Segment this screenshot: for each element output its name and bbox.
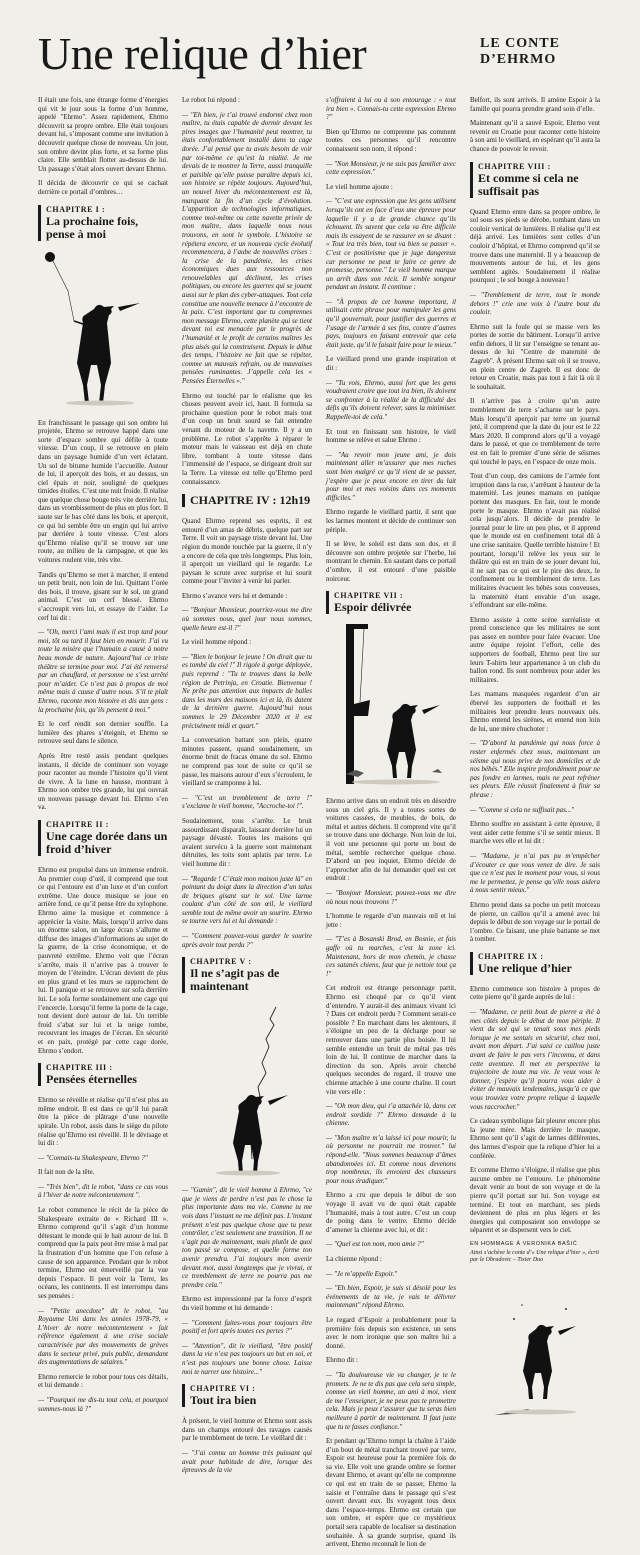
- dedication: EN HOMMAGE À VERONIKA BAŠIĆ: [470, 1240, 578, 1247]
- paragraph: Soudainement, tous s’arrête. Le bruit assourdissant disparaît, laissant derrière lui un paysage dévasté. Toutes les maisons qui avaient survécu à la guerre sont maintenant détruites, les toits sont aplatis par terre. Le vieil homme dit :: [182, 816, 312, 868]
- paragraph: La conversation battant son plein, quatre minutes passent, quand soudainement, un énorme bruit de fracas émane du sol. Ehrmo ne comprend pas tout de suite ce qu’il se passe, les maisons autour d’eux s’écroulent, le vieillard se cramponne à lui.: [182, 736, 312, 788]
- chapter-title: Il ne s’agit pas de maintenant: [190, 966, 280, 994]
- chapter-number: CHAPITRE VII :: [334, 591, 404, 601]
- paragraph: Ehrmo se réveille et réalise qu’il n’est plus au même endroit. Il est dans ce qu’il lui paraît être la pièce de plâtrage d’une nouvelle spirale. Un robot, assis dans le siège du pilote réalise qu’Ehrmo est réveillé. Il le dévisage et lui dit :: [38, 1096, 168, 1148]
- column-4: [470, 96, 600, 1427]
- paragraph: Et pendant qu’Ehrmo tompt la chaîne à l’aide d’un bout de métal tranchant trouvé par terre, Espoir est heureuse pour la première fois de sa vie. Elle voit une grande ombre se former devant Ehrmo, et avant qu’elle ne comprenne ce qui est en train de se passer, Ehrmo la saisie et l’entraîne dans le passage qui s’est ouvert devant eux. Ils voyagent tous deux dans l’espace-temps. Ehrmo est certain que son ombre, et espère que ce mystérieux portail sera capable de localiser sa destination souhaitée. À sa grande surprise, quand ils arrivent, Ehrmo reconnaît le lion de: [326, 1437, 456, 1549]
- paragraph: Tandis qu’Ehrmo se met à marcher, il entend un petit bruit, non loin de lui. Quittant l’orée des bois, il trouve, gisant sur le sol, un grand animal. C’est un cerf blessé. Ehrmo s’accroupit vers lui, et essaye de l’aider. Le cerf lui dit :: [38, 570, 168, 622]
- paragraph: Les mamans masquées regardent d’un air ébervé les supporters de football et les militaires leur prendre leurs nouveaux nés. Ehrmo entend les sirènes, et entend non loin de lui, une mère chuchoter :: [470, 690, 600, 733]
- illustration-man-with-post: [326, 624, 456, 789]
- paragraph: Tout d’un coup, des camions de l’armée font irruption dans la rue, s’arrêtant à hauteur de la maternité. Les jeunes mamans en panique portent des masques. En fait, tout le monde porte le masque. Ehrmo n’avait pas réalisé cela jusqu’alors. Il décide de prendre le journal pour le lire un peu plus, et il apprend que le monde est en confinement total dû à une crise sanitaire. Quelle terrible histoire ! Et pourtant, lorsqu’il relève les yeux sur le théâtre qui est en train de se jouer devant lui, il ne sait pas ce qui est le pire des deux, le confinement ou le tremblement de terre. Les militaires évacuent les bébés sous couveuses, la maternité étant envahie d’un usage, s’effondrant sur elle-même.: [470, 472, 600, 610]
- paragraph: Bien qu’Ehrmo ne comprenne pas comment toutes ces personnes qu’il rencontre connaissent son nom, il répond :: [326, 127, 456, 153]
- chapter-number: CHAPITRE V :: [190, 957, 252, 967]
- hanging-shape: [354, 700, 370, 716]
- paragraph: Cet endroit est étrange personnage partit, Ehrmo est choqué par ce qu’il vient d’entendre. Y aurait-il des animaux vivant ici ? Dans cet endroit perdu ? Comment serait-ce possible ? En marchant dans les alentours, il s’éloigne un peu de la décharge pour se retrouver dans une partie plus boisée. Il lui semble entendre un bruit de métal pas très loin de lui. Il continue de marcher dans la direction du son. Après avoir cherché quelques secondes de regard, il trouve une chienne attachée à une courte chaîne. Il court vite vers elle :: [326, 984, 456, 1096]
- quote: — "C’est une expression que les gens utilisent lorsqu’ils ont en face d’eux une épreuve pour laquelle il y a de grande chance qu’ils échouent. Ils savent que cela va être difficile mais ils essayent de se rassurer en se disant : « Tout ira très bien, tout va bien se passer ». C’est ce positivisme que je juge dangereux car personne ne peut te faire ce genre de promesse, personne." Le vieil homme marque un arrêt dans son récit. Il semble songeur pendant un instant. Il continue :: [326, 197, 456, 292]
- paragraph: Il n’arrive pas à croire qu’un autre tremblement de terre s’acharne sur le pays. Mais lorsqu’il aperçoit par terre un journal jeté, il comprend que la date du jour est le 22 Mars 2020. Il comprend alors qu’il a voyagé dans le passé, et que ce tremblement de terre est en fait le premier d’une série de séismes qui touché le pays, en l’espace de onze mois.: [470, 397, 600, 466]
- quote: — "Attention", dit le vieillard, "être positif dans la vie n’est pas toujours un but en soi, et n’est pas toujours une bonne chose. Laisse moi te narrer une histoire...": [182, 1341, 312, 1376]
- quote: — "Quel est ton nom, mon amie ?": [326, 1240, 424, 1249]
- paragraph: Quand Ehrmo reprend ses esprits, il est entouré d’un amas de débris, quelque part sur Terre. Il voit un paysage triste devant lui. Une région du monde touchée par la guerre, il n’y a encore de cela que très longtemps. Plus loin, il aperçoit un vieillard qui le regarde. Le paysan le scrute avec surprise et lui sourit comme pour l’inviter à venir lui parler.: [182, 517, 312, 586]
- paragraph: Ehrmo prend dans sa poche un petit morceau de pierre, un caillou qu’il a amené avec lui depuis le début de son voyage sur le portail de l’ombre. Ce faisant, une pluie battante se met à tomber.: [470, 900, 600, 944]
- paragraph: Ehrmo remercie le robot pour tous ces détails, et lui demande :: [38, 1372, 168, 1390]
- paragraph: La chienne répond :: [326, 1255, 382, 1263]
- quote: — "Très bien", dit le robot, "dans ce cas vous à l’hiver de notre mécontentement ".: [38, 1182, 168, 1200]
- paragraph: Et tout en finissant son histoire, le vieil homme se relève et salue Ehrmo :: [326, 427, 456, 445]
- quote: — "Au revoir mon jeune ami, je dois maintenant aller m’assurer que mes ruches sont bien malgré ce qu’il vient de se passer, j’espère que je peux encore en tirer du lait pour moi et mes voisins dans ces moments difficiles.": [326, 450, 456, 502]
- column-3: [326, 96, 456, 1555]
- paragraph: Ehrmo arrive dans un endroit très en désordre sous un ciel gris. Il y a toutes sortes de voitures cassées, de meubles, de bois, de métal et autres déchets. Il comprend vite qu’il se trouve dans une décharge. Non loin de lui, il voit une personne qui porte un bout de métal, semble rechercher quelque chose. D’abord un peu inquiet, Ehrmo décide de l’approcher afin de lui demander quel est cet endroit :: [326, 797, 456, 883]
- paragraph: Et comme Ehrmo s’éloigne, il réalise que plus aucune ombre ne l’entoure. Le phénomène devait venir au bout de son voyage et de la pierre qu’il portait sur lui. Son voyage est terminé. Et tout en marchant, ses pieds deviennent de plus en plus légers et les énergies qui composaient son enveloppe se séparent et se dispersent vers le ciel.: [470, 1166, 600, 1235]
- quote: — "Ta douloureuse vie va changer, je te le promets. Je ne te dis pas que cela sera simple, comme un vieil homme, un ami à moi, vient de me l’enseigner, je ne peux pas te promettre cela. Mais je peux t’assurer que tu seras bien meilleure à partir de maintenant. Il faut juste que tu te fasses confiance.": [326, 1370, 456, 1431]
- paragraph: Le vieil homme répond :: [182, 638, 252, 647]
- paragraph: Et le cerf rendit son dernier souffle. La lumière des phares s’éteignit, et Ehrmo se retrouve seul dans le silence.: [38, 720, 168, 746]
- paragraph: Ehrmo a cru que depuis le début de son voyage il avait vu de quoi était capable l’humanité, mais à tout autre. C’est un coup de poing dans le ventre. Ehrmo décide d’amener la chienne avec lui, et dit :: [326, 1191, 456, 1234]
- series-title-line-1: LE CONTE: [480, 36, 560, 51]
- paragraph: Ce cadeau symbolique fait pleurer encore plus la jeune mère. Mais derrière le masque, Ehrmo sent qu’il s’agit de larmes différentes, des larmes d’espoir que la relique d’hier lui a conférée.: [470, 1117, 600, 1160]
- paragraph: Le robot lui répond :: [182, 96, 240, 104]
- figure-silhouette: [77, 304, 114, 402]
- quote: — "Tremblement de terre, tout le monde dehors !" crie une voix à l’autre bout du couloir.: [470, 290, 600, 317]
- chapter-number: CHAPITRE VIII :: [478, 161, 551, 171]
- chapter-number: CHAPITRE II :: [46, 820, 109, 830]
- chapter-heading-6: [182, 1384, 312, 1407]
- chapter-heading-1: [38, 205, 168, 241]
- balloon-icon: [45, 252, 55, 262]
- chapter-number: CHAPITRE III :: [46, 1063, 113, 1073]
- paragraph: L’homme le regarde d’un mauvais œil et lui jette :: [326, 912, 456, 929]
- illustration-man-with-crack: [182, 1003, 312, 1178]
- masthead: [38, 28, 602, 80]
- paragraph: Il était une fois, une étrange forme d’énergies qui vit le jour sous la forme d’un homme, appelé "Ehrmo". Assez rapidement, Ehrmo découvrit sa propre ombre. Elle était toujours devant lui, s’imposant comme une invitation à découvrir quelque chose de nouveau. Un jour, son ombre devint plus forte, et sa forme plus claire. Elle semblait flotter au-dessus de lui. Un passage s’était alors ouvert devant Ehrmo.: [38, 96, 168, 173]
- quote: — "T’es à Bosanski Brod, en Bosnie, et fais gaffe où tu marches, c’est la zone ici. Maintenant, hors de mon chemin, je chasse ces satanés chiens, faut que je nettoie tout ça !": [326, 935, 456, 978]
- chapter-title: Espoir délivrée: [334, 600, 412, 615]
- page-title: Une relique d’hier: [38, 28, 367, 79]
- paragraph: Ehrmo souffre en assistant à cette épreuve, il veut aider cette femme s’il se sentir mieux. Il marche vers elle et lui dit :: [470, 820, 600, 846]
- quote: — "Madame, je n’ai pas pu m’empêcher d’écouter ce que vous venez de dire. Je sais que ce n’est pas le moment pour vous, si vous me le permettez, je pense qu’elle nous aidera à nous sentir mieux.": [470, 851, 600, 895]
- chapter-title: Tout ira bien: [190, 1393, 257, 1408]
- chapter-heading-8: [470, 162, 600, 198]
- series-title: [480, 36, 602, 68]
- quote: — "Bonjour Monsieur, pouvez-vous me dire où nous nous trouvons ?": [326, 889, 456, 906]
- chapter-heading-9: [470, 952, 600, 975]
- chapter-title: Pensées éternelles: [46, 1072, 137, 1087]
- paragraph: À présent, le vieil homme et Ehrmo sont assis dans un champs entouré des ravages causés par le tremblement de terre. Le vieillard dit :: [182, 1417, 312, 1443]
- chapter-heading-3: [38, 1063, 168, 1086]
- paragraph: Quand Ehrmo entre dans sa propre ombre, le sol sous ses pieds se dérobe, tombant dans un couloir vertical de lumières. Il réalise qu’il est déjà arrivé. Les lumières sont celles d’un couloir d’hôpital, et Ehrmo comprend qu’il se trouve dans une maternité. Il y a beaucoup de mouvements autour de lui, et les gens semblent agités. Soudainement il réalise pourquoi ; le sol bouge à nouveau !: [470, 207, 600, 285]
- quote: — "Pourquoi me dis-tu tout cela, et pourquoi sommes-nous là ?": [38, 1395, 168, 1413]
- chapter-heading-4: [182, 494, 312, 507]
- figure-silhouette: [233, 1095, 264, 1173]
- chapter-heading-5: [182, 957, 312, 993]
- quote: — "Regarde ! C’était mon maison juste là" en pointant du doigt dans la direction d’un talus de briques gisant sur le sol. Une larme coulant d’un côté de son œil, le vieillard semble tout de même avoir un sourire. Ehrmo se tourne vers lui et lui demande :: [182, 874, 312, 926]
- quote: — "Non Monsieur, je ne suis pas familier avec cette expression.": [326, 159, 456, 177]
- paragraph: Il se lève, le soleil est dans son dos, et il découvre son ombre projetée sur l’herbe, lui montrant le chemin. En sautant dans ce portail d’ombre, il est entouré d’une paisible noirceur.: [326, 540, 456, 583]
- quote: — "Petite anecdote" dit le robot, "au Royaume Uni dans les années 1978-79, « L’hiver de notre mécontentement » fait référence également à une crise sociale caractérisée par des mouvements de grèves dans le secteur privé, puis public, demandant des augmentations de salaires.": [38, 1306, 168, 1367]
- quote: — "Bien le bonjour le jeune ! On dirait que tu es tombé du ciel !" Il rigole à gorge déployée, puis reprend : "Tu te trouves dans la belle région de Petrinja, en Croatie. Bienvenue ! Ne prête pas attention aux impacts de balles dans les murs des maisons ici et là, ils datent de la dernière guerre. Aujourd’hui nous sommes le 29 Décembre 2020 et il est précisément midi et quart.": [182, 652, 312, 730]
- chapter-heading-7: [326, 591, 456, 614]
- quote: — "Madame, ce petit bout de pierre a été à mes côtés depuis le début de mon périple. Il vient du sol qui se tenait sous mes pieds lorsque je me sentais en sécurité, chez moi, avant mon départ. J’ai saisi ce caillou juste avant de faire le pas vers l’inconnu, et dans cette aventure. Il met en perspective la trajectoire de toute ma vie. Je veux vous le donner, j’espère qu’il pourra vous aider à éviter de mauvais lendemains, jusqu’à ce que vous trouviez votre propre relique à laquelle vous raccrocher.": [470, 1008, 600, 1111]
- paragraph: Le robot commence le récit de la pièce de Shakespeare extraite de « Richard III ». Ehrmo comprend qu’il s’agit d’un homme détestant le monde qui le hait autour de lui. Il comprend que la paix peut être mise à mal par la frustration d’un homme que l’on refuse à cause de son apparence. Pendant que le robot termine, Ehrmo est émerveillé par la vue depuis l’espace. Il peut voir la Terre, les océans, les continents. Il est interrompu dans ses pensées :: [38, 1206, 168, 1300]
- closing-credit: Ainsi s’achève le conte d’« Une relique d’hier », écrit par le Obradovic – Tixier Duo: [470, 1249, 600, 1264]
- illustration-man-with-balloon: [38, 251, 168, 411]
- paragraph: Il décida de découvrir ce qui se cachait derrière ce portail d’ombres…: [38, 179, 168, 196]
- quote: — "Bonjour Monsieur, pourriez-vous me dire où sommes nous, quel jour nous sommes, quelle heure est-il ?": [182, 606, 312, 632]
- paragraph: Le regard d’Espoir a probablement pour la première fois depuis son existence, un sens avec le nom ironique que son maître lui a donné.: [326, 1315, 456, 1350]
- quote: — "Eh bien, je t’ai trouvé endormi chez mon maître, tu étais capable de dormir devant les pires images que l’humanité peut montrer, tu étais confortablement installé dans ta cage dorée. J’ai pensé que tu avais besoin de voir par toi-même ce qu’est la réalité. Je me devais de te montrer la Terre, aussi tranquille et paisible qu’elle puisse paraître depuis ici, son histoire se répète toujours. Aujourd’hui, un nouvel hiver du mécontentement est là, marquant la fin d’un cycle d’évolution. L’apparition de technologies informatiques, comme moi-même ou cette navette privée de mon maître, dans laquelle nous nous trouvons, en sont le symbole. L’histoire se répétera encore, et un nouveau cycle évolutif recommencera, à l’aube de nouvelles crises : la crise de la pandémie, les crises économiques dues aux ressources non renouvelables qui déclinent, les crises politiques, ou encore les guerres qui se jouent aussi sur le plan des cyber-attaques. Tout cela constitue une nouvelle menace à l’encontre de la paix. C’est important que tu comprennes mon message Ehrmo, cette planète qui se tient devant toi est menacée par le progrès de l’humanité et le profit de certains maîtres les plus aisés qui la construisent. Depuis le début des temps, l’histoire ne fait que se répéter, comme un mauvais refrain, ou de mauvaises pensées ruminantes. J’appelle cela les « Pensées Éternelles ».": [182, 110, 312, 385]
- quote: s’offraient à lui ou à son entourage : « tout ira bien ». Connais-tu cette expression Ehrmo ?": [326, 96, 456, 122]
- paragraph: Le vieil homme ajoute :: [326, 182, 393, 191]
- paragraph: Ehrmo dit :: [326, 1356, 358, 1365]
- chapter-number: CHAPITRE I :: [46, 204, 106, 214]
- column-1: [38, 96, 168, 1419]
- quote: — "Mon maître m’a laissé ici pour mourir, lu où personne ne pourrait me trouver." lui répond-elle. "Nous sommes beaucoup d’âmes abandonnées ici. Et comme nous devenons trop nombreux, ils envoient des chasseurs pour nous éradiquer.": [326, 1133, 456, 1185]
- figure-silhouette: [523, 1325, 554, 1399]
- quote: — "Eh bien, Espoir, je suis si désolé pour les événements de ta vie, je vais te délivrer maintenant" répond Ehrmo.: [326, 1284, 456, 1310]
- paragraph: Ehrmo assiste à cette scène surréaliste et prend conscience que les militaires ne sont pas assez en nombre pour faire évacuer. Une autre équipe rejoint l’effort, celle des supporters de football, Ehrmo peut lire sur leurs T-shirts leur appartenance à un club du ballon rond. Ils sont nombreux pour aider les militaires.: [470, 615, 600, 684]
- chapter-title: CHAPITRE IV : 12h19: [190, 493, 311, 508]
- chapter-title: La prochaine fois, pense à moi: [46, 213, 139, 241]
- chapter-title: Une cage dorée dans un froid d’hiver: [46, 829, 168, 857]
- quote: — "Connais-tu Shakespeare, Ehrmo ?": [38, 1153, 148, 1162]
- paragraph: Ehrmo est touché par le réalisme que les choses peuvent avoir ici, haut. Il formula sa prochaine question pour le robot mais tout d’un coup un bruit sourd se fait entendre venant du moteur de la navette. Il y a un problème. Le robot s’apprête à réparer le moteur mais le vaisseau est déjà en chute libre, tombant à toute vitesse dans l’immensité de l’espace, se dirigeant droit sur la Terre. La vitesse est telle qu’Ehrmo perd connaissance.: [182, 391, 312, 486]
- quote: — "D’abord la pandémie qui nous force à rester enfermés chez nous, maintenant un séisme qui nous prive de nos domiciles et de nos bébés." Elle inspire profondément pour ne pas fondre en larmes, mais ne peut refréner ses pleurs. Elle réussit finalement à finir sa phrase :: [470, 739, 600, 799]
- chapter-number: CHAPITRE IX :: [478, 951, 544, 961]
- quote: — "Oh mon dieu, qui t’a attachée là, dans cet endroit sordide ?" Ehrmo demande à la chienne.: [326, 1102, 456, 1128]
- quote: — "Tu vois, Ehrmo, aussi fort que les gens voudraient croire que tout ira bien, ils doivent se confronter à la réalité de la difficulté des défis qu’ils doivent relever, sans la minimiser. Rappelle-toi de cela.": [326, 378, 456, 421]
- paragraph: Il fait non de la tête.: [38, 1168, 95, 1177]
- chapter-title: Une relique d’hier: [478, 960, 572, 975]
- quote: — "Oh, merci l’ami mais il est trop tard pour moi, tôt ou tard il faut bien en mourir. J’ai vu toute la misère que l’humain a causé à notre beau monde de nature. Aujourd’hui ce triste théâtre se termine pour moi. J’ai été renversé par un chauffard, et personne ne s’est arrêté pour m’aider. Ce n’est pas à propos de moi même mais à cause d’autre nous. S’il te plaît Ehrmo, raconte mon histoire et dis aux gens : la prochaine fois, qu’ils pensent à moi.": [38, 628, 168, 714]
- quote: — "J’ai connu un homme très puissant qui avait pour habitude de dire, lorsque des épreuves de la vie: [182, 1448, 312, 1475]
- series-title-line-2: D’EHRMO: [480, 52, 557, 67]
- chapter-heading-2: [38, 820, 168, 856]
- quote: — "Comment pouvez-vous garder le sourire après avoir tout perdu ?": [182, 932, 312, 949]
- quote: — "C’est un tremblement de terre !" s’exclame le vieil homme, "Accroche-toi !".: [182, 793, 312, 811]
- chapter-number: CHAPITRE VI :: [190, 1384, 256, 1394]
- paragraph: Après être resté assis pendant quelques instants, il décide de continuer son voyage pour raconter au monde l’histoire qu’il vient de vivre. À la lune en hausse, montrant à Ehrmo son ombre très grande, lui qui ouvrait un nouveau passage devant lui. Ehrmo s’en va.: [38, 751, 168, 812]
- quote: — "Gamin", dit le vieil homme à Ehrmo, "ce que je viens de perdre n’est pas le chose la plus importante dans ma vie. Comme tu me vois dans l’instant ne me définit pas. L’instant présent n’est pas quelque chose que tu peux contrôler, c’est seulement une transition. Il ne s’agit pas de maintenant, mais plutôt de quoi ton passé se compose, et quelle forme ton avenir prendra. J’ai toujours mon avenir devant moi, aussi longtemps que je vivrai, et ce tremblement de terre ne pourra pas me prendre cela.": [182, 1186, 312, 1289]
- quote: — "Comment faites-vous pour toujours être positif et fort après toutes ces pertes ?": [182, 1318, 312, 1336]
- illustration-man-dissolving: [470, 1269, 600, 1419]
- paragraph: En franchissant le passage qui son ombre lui projetée, Ehrmo se retrouve happé dans une sorte d’espace sombre qui défile à toute vitesse. D’un coup, il se retrouve en plein dans un paysage humide d’un vert éclatant. Un sol de bitume humide l’accueille. Autour de lui, il aperçoit des bois, et au dessus, un ciel épais et noir, souligné de quelques timides étoiles. C’est une nuit froide. Il réalise que quelque chose bouge très vite derrière lui, dans un vrombissement de plus en plus fort. Il saute sur le bas côté dans les bois, et aperçoit, ce qui lui semble être un engin qui lui arrive par derrière à toute vitesse. C’est alors qu’Ehrmo réalise qu’il se trouve sur une route, au milieu de la campagne, et que les voitures roulent vite, très vite.: [38, 418, 168, 565]
- paragraph: Ehrmo est propulsé dans un immense endroit. Au premier coup d’œil, il comprend que tout ce qui l’entoure est d’un luxe et d’un confort extrême. Une douce musique se joue en arrière fond, ce qu’il pense être du xylophone. Ehrmo aime la musique et commence à apprécier la visite. Mais, lorsqu’il arrive dans un énorme salon, un large écran s’allume et diffuse des images d’informations au sujet de la guerre, de la crise économique, et de pauvreté extrême. Ehrmo voit que l’écran s’arrête, mais il n’arrive pas à trouver le moyen de l’éteindre. L’écran devient de plus en plus grand et les murs se rapprochent de lui. Il panique et se retrouve sur sofa derrière lui. Le sofa forme soudainement une cage qui l’encercle. Lorsqu’il ferme la porte de la cage, tout devient doré autour de lui. Un terrible froid s’abat sur lui et la neige tombe, recouvrant les images de l’écran. En sécurité et en paix, protégé par cette cage dorée, Ehrmo s’endort.: [38, 866, 168, 1055]
- chapter-title: Et comme si cela ne suffisait pas: [478, 170, 579, 198]
- paragraph: Ehrmo suit la foule qui se masse vers les portes de sortie du bâtiment. Lorsqu’il arrive enfin dehors, il lit sur l’enseigne se tenant au-dessus de lui "Centre de maternité de Zagreb". À présent Ehrmo sait où il se trouve, en plein centre de Zagreb. Il est donc de retour en Croatie, mais pas tout à fait là où il le souhaitait.: [470, 322, 600, 391]
- paragraph: Le vieillard prend une grande inspiration et dit :: [326, 355, 456, 373]
- paragraph: Ehrmo s’avance vers lui et demande :: [182, 591, 288, 600]
- post-shape: [346, 624, 354, 784]
- paragraph: Belfort, ils sont arrivés. Il amène Espoir à la famille qui pourra prendre grand soin d’elle.: [470, 96, 600, 113]
- paragraph: Ehrmo commence son histoire à propos de cette pierre qu’il garde auprès de lui :: [470, 984, 600, 1002]
- column-2: [182, 96, 312, 1481]
- paragraph: Ehrmo regarde le vieillard partir, il sent que les larmes montent et décide de continuer son périple.: [326, 508, 456, 534]
- figure-silhouette: [387, 704, 418, 778]
- quote: — "Je m’appelle Espoir.": [326, 1269, 398, 1278]
- quote: — "À propos de cet homme important, il utilisait cette phrase pour manipuler les gens qu’il gouvernait, pour justifier des guerres et l’usage de l’armée à ses fins, contre d’autres pays, toujours en faisant entrevoir que cela était juste, qu’il le faisait faire pour le mieux.": [326, 297, 456, 349]
- paragraph: Maintenant qu’il a sauvé Espoir, Ehrmo veut revenir en Croatie pour raconter cette histoire à son ami le vieillard, en espérant qu’il aura la chance de pouvoir le revoir.: [470, 119, 600, 153]
- paragraph: Ehrmo est impressionné par la force d’esprit du vieil homme et lui demande :: [182, 1295, 312, 1312]
- quote: — "Comme si cela ne suffisait pas...": [470, 805, 575, 814]
